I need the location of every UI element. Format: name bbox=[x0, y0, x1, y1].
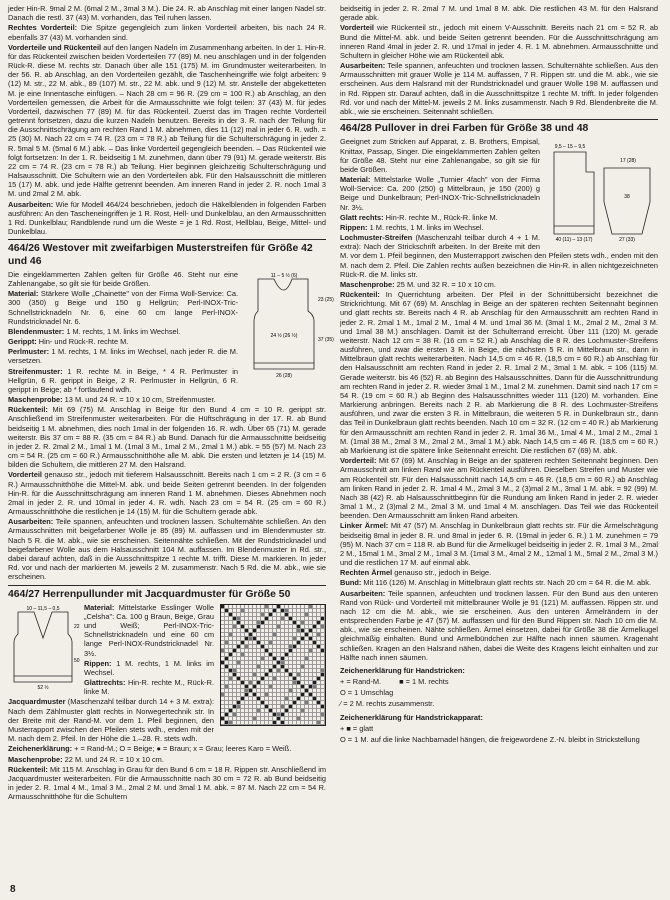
paragraph-lead: Blendenmuster: bbox=[8, 326, 65, 336]
left-column bbox=[8, 4, 334, 882]
paragraph-lead: Rippen: bbox=[340, 222, 368, 232]
paragraph-text: Mit 47 (57) M. Anschlag in Dunkelbraun glatt rechts str. Für die Ärmelschrägung beidseitig 8mal in jeder 8. R. und 8mal in jeder 6. R. (19mal in jeder 6. R.) 1 M. zunehmen = 79 (95) M. Nach 37 cm = 118 R. ab Bund für die Ärmelkugel beidseitig in jeder 2. R. 1mal 3 M., 2mal 2 M., 15mal 1 M., 3mal 2 M., 1mal 3 M. (1mal 3 M., 4mal 2 M., 12mal 1 M., 5mal 2 M., 2mal 3 M.) und die restlichen 17 M. auf einmal abk. bbox=[340, 521, 658, 568]
jacquard-chart bbox=[220, 604, 326, 726]
paragraph-lead: Rippen: bbox=[84, 658, 112, 668]
paragraph-text: Mit 69 (75) M. Anschlag in Beige für den Bund 4 cm = 10 R. gerippt str. Anschließend im Streifenmuster weiterarbeiten. Für die Hüftschrägung in der 17. R. ab Bund beidseitig 1 M. abnehmen, dies noch 1mal in der folgenden 16. R. wdh. Über 65 (71) M. gerade weiterstr. Bis 37 cm = 88 R. (35 cm = 84 R.) ab Bund. Danach für die Armausschnitte beidseitig in jeder 2. R. 2mal 2 M., 1mal 1 M. (1mal 3 M., 1mal 2 M., 2mal 1 M.) abk. = 55 (57) M. Nach 23 cm = 54 R. (25 cm = 60 R.) Armausschnitthöhe alle M. abk. Die ersten und letzten je 14 (15) M. bilden die Schultern, die mittleren 27 M. den Halsrand. bbox=[8, 405, 326, 470]
paragraph-lead: Maschenprobe: bbox=[8, 754, 63, 764]
paragraph-lead: Ausarbeiten: bbox=[8, 199, 54, 209]
paragraph-text: Teile spannen, anfeuchten und trocknen lassen. Schulternähte schließen. An den Armausschnitten mit beigefarbener Wolle je 85 (89) M. auffassen und im Blendenmuster str. Nach 5 R. die M. abk., wie sie erscheinen. Seitennähte schließen. Mit der Rundstricknadel und beigefarbener Wolle aus dem Halsausschnitt 104 M. auffassen. Im Blendenmuster in Rd. str., dabei darauf achten, daß in die Ausschnittspitze 1 rechte M. trifft. Diese M. markieren. In jeder Rd. vor und nach der markierten M. jeweils 2 M. zusammenstr. Nach 5 Rd. die M. abk., wie sie erscheinen. bbox=[8, 517, 326, 582]
left-intro-section bbox=[8, 4, 326, 236]
paragraph-lead: Rückenteil: bbox=[340, 290, 380, 300]
paragraph bbox=[8, 200, 326, 237]
legend-item: O = 1 M. auf die linke Nachbarnadel hängen, die freigewordene Z.-N. bleibt in Strickstellung bbox=[340, 734, 640, 744]
paragraph-lead: Jacquardmuster bbox=[8, 697, 66, 707]
paragraph-text: 25 M. und 32 R. = 10 x 10 cm. bbox=[394, 279, 496, 289]
pullunder-schematic bbox=[8, 604, 78, 692]
paragraph-text: genauso str., jedoch in Beige. bbox=[392, 568, 492, 578]
paragraph-lead: Linker Ärmel: bbox=[340, 521, 389, 531]
paragraph-text: Mittelstarke Wolle „Turnier 4fach" von der Firma Woll-Service: Ca. 200 (250) g Mittelbraun, je 150 (200) g Beige und Dunkelbraun; Perl-INOX-Tric-Schnellstricknadeln Nr. 3½. bbox=[340, 175, 540, 212]
paragraph-lead: Vorderteil bbox=[340, 23, 374, 33]
paragraph-text: Hin-R. rechte M., Rück-R. linke M. bbox=[383, 212, 498, 222]
paragraph-text: Mit 67 (69) M. Anschlag in Beige an der späteren rechten Seitennaht beginnen. Den Armausschnitt am linken Rand wie am Rückenteil ausführen. Dieselben Streifen und Muster wie am Rückenteil str. Für den Halsausschnitt nach 14,5 cm = 46 R. (18,5 cm = 60 R.) ab Anschlag am linken Rand in jeder 2. R. 1mal 4 M., 2mal 3 M., 2 (3)mal 2 M., 3mal 1 M. abk. = 92 (99) M. Nach 38 (42) R. ab Halsausschnittbeginn für die Rundung am linken Rand in jeder 2. R. wieder 3mal 1 M., 2 (3)mal 2 M., 2mal 3 M. und 1mal 4 M. anschlagen. Das Teil wie das Rückenteil beenden. Den Armausschnitt am linken Rand arbeiten. bbox=[340, 456, 658, 521]
paragraph bbox=[8, 744, 326, 753]
paragraph-lead: Ausarbeiten: bbox=[8, 517, 54, 527]
dim-depth: 22 bbox=[74, 623, 80, 630]
paragraph-lead: Perlmuster: bbox=[8, 347, 50, 357]
paragraph-lead: Lochmuster-Streifen bbox=[340, 233, 413, 243]
paragraph bbox=[340, 521, 658, 567]
paragraph-text: Hin-R. rechte M., Rück-R. linke M. bbox=[84, 678, 214, 697]
paragraph bbox=[8, 755, 326, 764]
paragraph bbox=[8, 23, 326, 41]
dim-bottom: 52 ½ bbox=[37, 684, 49, 691]
section-divider bbox=[340, 119, 658, 120]
dim-a: 9,5 – 15 – 9,5 bbox=[554, 144, 586, 151]
dim-c: 40 (11) – 13 (17) bbox=[555, 237, 593, 244]
paragraph bbox=[340, 23, 658, 60]
legend-title-hand: Zeichenerklärung für Handstricken: bbox=[340, 665, 465, 675]
legend-item: + = Rand-M. bbox=[340, 677, 382, 687]
paragraph-lead: Rückenteil: bbox=[8, 764, 48, 774]
paragraph-text: Mittelstarke Esslinger Wolle „Celsha": Ca. 100 g Braun, Beige, Grau und Weiß; Perl-INOX-Tric-Schnellstricknadeln und eine 60 cm lange Perl-INOX-Rundstricknadel Nr. 3½. bbox=[84, 602, 214, 658]
paragraph-lead: Material: bbox=[340, 175, 371, 185]
paragraph bbox=[340, 290, 658, 455]
paragraph-lead: Rechten Ärmel bbox=[340, 568, 393, 578]
legend-row bbox=[340, 724, 658, 733]
paragraph-text: beidseitig in jeder 2. R. 2mal 7 M. und 1mal 8 M. abk. Die restlichen 43 M. für den Halsrand gerade abk. bbox=[340, 4, 658, 23]
legend-row bbox=[340, 688, 658, 697]
right-column bbox=[340, 4, 658, 896]
paragraph-text: 13 M. und 24 R. = 10 x 10 cm, Streifenmuster. bbox=[62, 395, 216, 405]
paragraph bbox=[8, 395, 326, 404]
paragraph-text: 1 M. rechts, 1 M. links im Wechsel. bbox=[64, 326, 181, 336]
paragraph-text: In Querrichtung arbeiten. Der Pfeil in der Schnittübersicht bezeichnet die Strickrichtung. Mit 67 (69) M. Anschlag in Beige an der späteren rechten Seitennaht beginnen und glatt rechts str. Bereits nach 4 R. ab Anschlag für den Armausschnitt am rechten Rand in jeder 2. R. 2mal 1 M., 1mal 2 M., 1mal 4 M. und 1mal 36 M. (3mal 1 M., 2mal 2 M., 2mal 3 M. und 1mal 38 M.) anschlagen. Damit ist der Schulterrand erreicht. Über 111 (120) M. gerade weiterstr. Nach 12 cm = 38 R. (16 cm = 52 R.) ab Anschlag die 8 R. des Lochmuster-Streifens ausführen, und zwar die ersten 3 R. in Beige, die nächsten 5 R. in Mittelbraun str., dann in Mittelbraun glatt rechts weiterarbeiten. Nach 14,5 cm = 46 R. (18,5 cm = 60 R.) ab Anschlag für den Halsausschnitt am rechten Rand in jeder 2. R. 1mal 2 M., 3mal 1 M. abk. = 106 (115) M. Gerade weiterstr. bis 46 (52) R. ab Beginn des Halsausschnittes. Dann für die Ausschnittrundung am rechten Rand in jeder 2. R. wieder 3mal 1 M., 1mal 2 M. zunehmen. Damit sind nach 17 cm = 54 R. (19 cm = 60 R.) ab Beginn des Halsausschnittes wieder 111 (120) M. vorhanden. Eine Markierung anbringen. Bereits nach 2 R. ab Markierung die 8 R. des Lochmuster-Streifens ausführen, und zwar die ersten 3 R. in Mittelbraun, die weiteren 5 R. in Dunkelbraun str., dann das Teil in Dunkelbraun glatt rechts beenden. Nach 10 cm = 32 R. (12 cm = 40 R.) ab Markierung für den Armausschnitt am rechten Rand in jeder 2. R. 1mal 36 M., 1mal 4 M., 1mal 2 M., 2mal 1 M. (1mal 38 M., 2mal 3 M., 2mal 2 M., 3mal 1 M.) abk. Nach 14,5 cm = 46 R. (18,5 cm = 60 R.) ab Markierung ist die spätere linke Seitennaht erreicht. Die restlichen 67 (69) M. abk. bbox=[340, 290, 658, 455]
dim-neck: 11 – 5 ½ (6) bbox=[270, 272, 298, 279]
paragraph-lead: Glatt rechts: bbox=[340, 212, 384, 222]
page-number: 8 bbox=[10, 883, 16, 895]
legend-title-machine: Zeichenerklärung für Handstrickapparat: bbox=[340, 712, 483, 722]
paragraph-text: (Maschenzahl teilbar durch 4 + 1 M. extra): Nach der Strickschrift arbeiten. In der Breite mit den M. vor dem 1. Pfeil beginnen, den Musterrapport zwischen den Pfeilen stets wdh., enden mit den M. nach dem 2. Pfeil. Die Zahlen rechts außen bezeichnen die Hin-R. in allen nichtgezeichneten Rück-R. die M. links str. bbox=[340, 233, 658, 279]
paragraph-text: Wie für Modell 464/24 beschrieben, jedoch die Häkelblenden in folgenden Farben ausführen: An den Tascheneingriffen je 1 R. Rost, Hell- und Dunkelblau, an den Armausschnitten 1 Rd. Dunkelblau; Randblende rund um die Weste = je 1 Rd. Rost, Hellblau, Beige, Mittel- und Dunkelblau. bbox=[8, 199, 326, 237]
paragraph-lead: Zeichenerklärung: bbox=[8, 744, 73, 754]
dim-d: 38 bbox=[624, 194, 630, 201]
legend-row bbox=[340, 735, 658, 744]
dim-e: 27 (33) bbox=[619, 237, 635, 244]
paragraph bbox=[340, 61, 658, 116]
paragraph-text: (Maschenzahl teilbar durch 14 + 3 M. extra): Nach dem Zählmuster glatt rechts in Norwegertechnik str. In der Breite mit der Rand-M. vor dem 1. Pfeil beginnen, den Musterrapport zwischen den Pfeilen stets wdh., enden mit der M. nach dem 2. Pfeil. In der Höhe die 1.–28. R. stets wdh. bbox=[8, 697, 214, 744]
paragraph bbox=[8, 405, 326, 469]
paragraph-text: Hin- und Rück-R. rechte M. bbox=[36, 337, 129, 347]
paragraph-lead: Gerippt: bbox=[8, 337, 37, 347]
paragraph bbox=[8, 43, 326, 199]
dim-width: 24 ½ (26 ½) bbox=[270, 332, 298, 339]
paragraph-lead: Vorderteil: bbox=[340, 456, 377, 466]
paragraph-text: Mit 116 (126) M. Anschlag in Mittelbraun glatt rechts str. Nach 20 cm = 64 R. die M. abk. bbox=[361, 578, 652, 588]
paragraph-text: Die eingeklammerten Zahlen gelten für Größe 46. Steht nur eine Zahlenangabe, so gilt sie für beide Größen. bbox=[8, 269, 238, 288]
symbol-legend bbox=[340, 666, 658, 744]
legend-item: O = 1 Umschlag bbox=[340, 688, 394, 698]
dim-depth: 23 (25) bbox=[318, 296, 334, 303]
paragraph-text: genauso str., jedoch mit tieferem Halsausschnitt. Bereits nach 1 cm = 2 R. (3 cm = 6 R.) Armausschnitthöhe die Mittel-M. abk. und beide Seiten getrennt beenden. In der folgenden Hin-R. für die Ausschnittschrägung am inneren Rand 1 M. abnehmen. Dieses Abnehmen noch 2mal in jeder 2. R. und 10mal in jeder 4. R. wdh. Nach 23 cm = 54 R. (25 cm = 60 R.) Armausschnitthöhe die restlichen je 14 (15) M. für die Schultern gerade abk. bbox=[8, 470, 326, 517]
paragraph-lead: Bund: bbox=[340, 578, 362, 588]
legend-row bbox=[340, 699, 658, 708]
paragraph bbox=[8, 517, 326, 581]
paragraph-text: + = Rand-M.; O = Beige; ● = Braun; x = Grau; leeres Karo = Weiß. bbox=[72, 744, 292, 754]
paragraph bbox=[340, 456, 658, 520]
section-heading-464-27: 464/27 Herrenpullunder mit Jacquardmuster für Größe 50 bbox=[8, 588, 291, 600]
paragraph-lead: Rechtes Vorderteil: bbox=[8, 23, 78, 33]
paragraph-lead: Maschenprobe: bbox=[340, 279, 395, 289]
paragraph-text: Stärkere Wolle „Chainette" von der Firma Woll-Service: Ca. 300 (350) g Beige und 150 g Hellgrün; Perl-INOX-Tric-Schnellstricknadeln Nr. 6, eine 60 cm lange Perl-INOX-Rundstricknadel Nr. 6. bbox=[8, 289, 238, 326]
paragraph-lead: Maschenprobe: bbox=[8, 395, 63, 405]
legend-row bbox=[340, 677, 658, 686]
paragraph-text: 1 M. rechts, 1 M. links im Wechsel, nach jeder R. die M. versetzen. bbox=[8, 347, 238, 366]
legend-item: ■ = 1 M. rechts bbox=[399, 677, 449, 687]
section-divider bbox=[8, 585, 326, 586]
paragraph-lead: Material: bbox=[8, 289, 39, 299]
paragraph bbox=[8, 4, 326, 22]
paragraph-lead: Ausarbeiten: bbox=[340, 588, 386, 598]
paragraph-text: wie Rückenteil str., jedoch mit einem V-Ausschnitt. Bereits nach 21 cm = 52 R. ab Bund die Mittel-M. abk. und beide Seiten getrennt beenden. Für die Ausschnittschrägung am inneren Rand 4mal in jeder 2. R. und 17mal in jeder 4. R. 1 M. abnehmen. Armausschnitte und Schultern in gleicher Höhe wie am Rückenteil abk. bbox=[340, 23, 658, 60]
pullover-schematic bbox=[546, 138, 658, 244]
dim-total: 37 (35) bbox=[318, 336, 334, 343]
jacquard-pattern-grid bbox=[220, 604, 326, 726]
dim-top: 10 – 11,5 – 0,5 bbox=[26, 605, 60, 612]
paragraph-text: Teile spannen, anfeuchten und trocknen lassen. Für den Bund aus den unteren Rand von Rück- und Vorderteil mit mittelbrauner Wolle je 91 (121) M. auffassen. Rippen str. und nach 12 cm die M. abk., wie sie erscheinen. Aus den unteren Ärmelrändern in der entsprechenden Farbe je 47 (57) M. auffassen und für den Bund Rippen str. Nach 10 cm die M. abk., wie sie erscheinen. Nähte schließen. Ärmel einsetzen, dabei für Größe 38 die Ärmelkugel gleichmäßig einhalten. Bund und Armelbündchen zur Hälfte nach innen säumen. Kragenaht schließen. Kragen an den Halsrand nähen, dabei die Weite des Kragens leicht einhalten und zur Hälfte nach innen säumen. bbox=[340, 588, 658, 662]
paragraph-lead: Vorderteil bbox=[8, 470, 42, 480]
paragraph-text: Teile spannen, anfeuchten und trocknen lassen. Schulternähte schließen. Aus den Armausschnitten mit grauer Wolle je 114 M. auffassen, 7 R. Rippen str. und die M. abk., wie sie erscheinen. Aus dem Halsrand mit der Rundstricknadel und grauer Wolle 198 M. auffassen und in Rd. Rippen str. Darauf achten, daß in die Ausschnittspitze 1 rechte M. trifft. In jeder folgenden Rd. vor und nach der Mittel-M. jeweils 2 M. links zusammenstr. Nach 9 Rd. Blendenbreite die M. abk., wie sie erscheinen. Seitennaht schließen. bbox=[340, 61, 658, 116]
paragraph-text: 1 M. rechts, 1 M. links im Wechsel. bbox=[84, 658, 214, 677]
dim-b: 17 (28) bbox=[620, 158, 636, 165]
paragraph bbox=[340, 578, 658, 587]
paragraph-lead: Streifenmuster: bbox=[8, 366, 63, 376]
section-heading-464-28: 464/28 Pullover in drei Farben für Größe 38 und 48 bbox=[340, 123, 589, 135]
paragraph-lead: Glattrechts: bbox=[84, 678, 126, 688]
paragraph-lead: Ausarbeiten: bbox=[340, 61, 386, 71]
right-intro-section bbox=[340, 4, 658, 116]
legend-item: ⁄ = 2 M. rechts zusammenstr. bbox=[340, 699, 435, 709]
paragraph-text: Geeignet zum Stricken auf Apparat, z. B. Brothers, Empisal, Knittax, Passap, Singer. Die eingeklammerten Zahlen gelten für Größe 48. Steht nur eine Zahlenangabe, so gilt sie für beide Größen. bbox=[340, 137, 540, 174]
dim-total: 50 bbox=[74, 657, 80, 664]
dim-bottom: 26 (28) bbox=[276, 372, 292, 379]
paragraph bbox=[8, 470, 326, 516]
paragraph-lead: Rückenteil: bbox=[8, 405, 48, 415]
paragraph-text: Mit 115 M. Anschlag in Grau für den Bund 6 cm = 18 R. Rippen str. Anschließend im Jacquardmuster weiterarbeiten. Für die Armausschnitte nach 30 cm = 72 R. ab Bund beidseitig in jeder 2. R. 1mal 4 M., 1mal 3 M., 2mal 2 M. und 3mal 1 M. abk. = 87 M. Nach 22 cm = 54 R. Armausschnitthöhe für die Schultern bbox=[8, 764, 326, 802]
paragraph bbox=[340, 4, 658, 22]
paragraph bbox=[8, 765, 326, 802]
paragraph-text: 22 M. und 24 R. = 10 x 10 cm. bbox=[62, 754, 164, 764]
paragraph bbox=[340, 568, 658, 577]
paragraph-text: 1 R. rechte M. in Beige, * 4 R. Perlmuster in Hellgrün, 6 R. gerippt in Beige, 2 R. Perlmuster in Hellgrün, 6 R. gerippt in Beige; ab * fortlaufend wdh. bbox=[8, 366, 238, 394]
legend-item: + ■ = glatt bbox=[340, 723, 374, 733]
paragraph-text: auf den langen Nadeln im Zusammenhang arbeiten. In der 1. Hin-R. für das Rückenteil zwischen beiden Vorderteilen 77 (89) M. neu anschlagen und in der folgenden Rück-R. diese M. rechts str. Danach über alle 151 (175) M. im Grundmuster weiterarbeiten. In der 56. R. ab Anschlag, an den Vorderteilen gezählt, die Taschenheingriffe wie folgt arbeiten: 9 (12) M. str., 22 M. abk., 89 (107) M. str., 22 M. abk. und 9 (12) M. str. Anstelle der abgeketteten M. je eine Innentasche einfügen. – Nach 28 cm = 96 R. (29 cm = 100 R.) ab Anschlag, an den Vorderteilen gemessen, die Arbeit für die Armausschnitte wie folgt teilen: 37 (43) M. für jedes Vorderteil, dazwischen 77 (89) M. für das Rückenteil. Zuerst das im Tragen rechte Vorderteil getrennt fortsetzen, dazu die kurzen Nadeln benutzen. Bereits in der 3. R. nach der Teilung für die Ausschnittschrägung am rechten Rand 1 M. abnehmen, dies 11 (12) mal in jeder 6. R. wdh. = 25 (30) M. Nach 22 cm = 74 R. (23 cm = 78 R.) ab Teilung für die Schulterschrägung in jeder 2. R. 5mal 5 M. (5mal 6 M.) abk. – Das linke Vorderteil gegengleich beenden. – Das Rückenteil wie folgt fortsetzen: In der 1. R. beidseitig 1 M. zunehmen, dann über 79 (91) M. gerade weiterstr. Bis 22 cm = 74 R. (23 cm = 78 R.) ab Teilung. Hier beginnen gleichzeitig Schulterschrägung und Halsausschnitt. Die Schultern wie an den Vorderteilen abk. Für den Halsausschnitt die mittleren 15 (17) M. abk. und jede Hälfte getrennt beenden. Am inneren Rand in jeder 2. R. noch 1mal 3 M. und 2mal 2 M. abk. bbox=[8, 42, 326, 199]
paragraph-text: 1 M. rechts, 1 M. links im Wechsel. bbox=[367, 222, 484, 232]
section-heading-464-26: 464/26 Westover mit zweifarbigen Musterstreifen für Größe 42 und 46 bbox=[8, 243, 313, 267]
paragraph-text: Die Spitze gegengleich zum linken Vorderteil arbeiten, bis nach 24 R. ebenfalls 37 (43) M. vorhanden sind. bbox=[8, 23, 327, 42]
paragraph-lead: Vorderteile und Rückenteil bbox=[8, 42, 102, 52]
section-divider bbox=[8, 239, 326, 240]
paragraph bbox=[340, 280, 658, 289]
paragraph bbox=[340, 589, 658, 662]
paragraph-lead: Material: bbox=[84, 602, 115, 612]
pattern-cell bbox=[321, 721, 325, 725]
paragraph-text: jeder Hin-R. 9mal 2 M. (6mal 2 M., 3mal 3 M.). Die 24. R. ab Anschlag mit einer langen Nadel str. Danach die restl. 37 (43) M. vorhanden, das Teil ruhen lassen. bbox=[8, 4, 326, 23]
westover-schematic bbox=[244, 271, 334, 381]
